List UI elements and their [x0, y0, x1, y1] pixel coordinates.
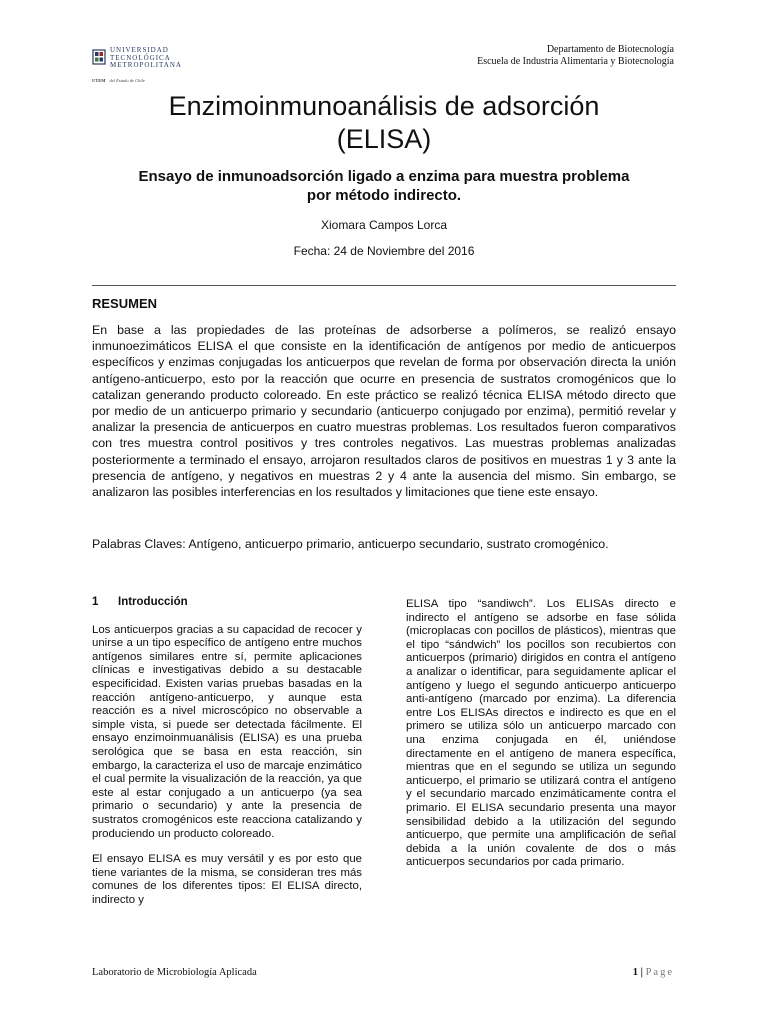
paper-date: Fecha: 24 de Noviembre del 2016	[293, 244, 475, 258]
page-label: Page	[645, 967, 674, 978]
logo-line-3: METROPOLITANA	[110, 61, 182, 69]
column-right	[406, 598, 676, 882]
abstract-heading: RESUMEN	[92, 296, 158, 311]
university-logo	[92, 46, 192, 83]
abstract-text: En base a las propiedades de las proteínas de adsorberse a polímeros, se realizó ensayo inmunoezimáticos ELISA el que consiste en la identificación de antígenos por medio de anticuerpos específicos y enzimas conjugadas los anticuerpos que revelan de forma por observación directa la unión antígeno-anticuerpo, esto por la reacción que ocurre en presencia de sustratos cromogénicos que lo catalizan generando producto coloreado. En este práctico se realizó técnica ELISA método directo que por medio de un anticuerpo primario y secundario (anticuerpo conjugado por enzima), permitió revelar y analizar la presencia de anticuerpos en cuatro muestras problemas. Los resultados fueron comparativos con tres muestra control positivos y tres controles negativos. Las muestras problemas analizadas posteriormente a terminado el ensayo, arrojaron resultados claros de positivos en muestras 1 y 3 ante la presencia de antígeno, y negativos en muestras 2 y 4 ante la ausencia del mismo. Sin embargo, se analizaron las posibles interferencias en los resultados y limitaciones que tiene este ensayo.	[92, 323, 676, 500]
title-line-1: Enzimoinmunoanálisis de adsorción	[168, 91, 600, 121]
footer-lab-name: Laboratorio de Microbiología Aplicada	[92, 967, 257, 978]
paragraph: El ensayo ELISA es muy versátil y es por esto que tiene variantes de la misma, se consideran tres más comunes de los diferentes tipos: El ELISA directo, indirecto y	[92, 853, 362, 906]
paper-subtitle	[92, 167, 676, 205]
title-line-2: (ELISA)	[336, 124, 432, 154]
subtitle-line-2: por método indirecto.	[306, 187, 462, 204]
divider	[92, 285, 676, 286]
footer-page	[633, 967, 674, 978]
keywords: Palabras Claves: Antígeno, anticuerpo primario, anticuerpo secundario, sustrato cromogénico.	[92, 537, 609, 551]
author-name: Xiomara Campos Lorca	[320, 218, 448, 232]
section-heading-introduction	[92, 596, 362, 610]
logo-line-2: TECNOLÓGICA	[110, 53, 171, 62]
subtitle-line-1: Ensayo de inmunoadsorción ligado a enzima para muestra problema	[138, 168, 630, 185]
page-number: 1	[632, 967, 639, 978]
paper-title	[92, 90, 676, 156]
department-name: Departamento de Biotecnología	[546, 44, 674, 55]
section-title: Introducción	[118, 596, 188, 608]
utem-emblem-icon	[92, 49, 106, 67]
page-separator: |	[640, 967, 643, 978]
school-name: Escuela de Industria Alimentaria y Biotecnología	[477, 56, 674, 67]
page-header	[477, 44, 674, 68]
section-number: 1	[92, 596, 99, 608]
column-left	[92, 596, 362, 919]
paragraph: ELISA tipo “sandiwch”. Los ELISAs directo e indirecto el antígeno se adsorbe en fase sólida (microplacas con pocillos de plásticos), mientras que el tipo “sándwich” los pocillos son recubiertos con anticuerpos (primario) dirigidos en contra el antígeno a analizar o identificar, para seguidamente aplicar el antígeno y luego el segundo anticuerpo anticuerpo anti-antígeno (marcado por enzima). La diferencia entre Los ELISAs directos e indirecto es que en el primero se utiliza sólo un anticuerpo marcado con una enzima conjugada en él, uniéndose directamente en el antígeno de manera específica, mientras que en el segundo se utiliza un segundo anticuerpo, el primario se utilizará contra el antígeno y el secundario marcado enzimáticamente contra el primario. El ELISA secundario presenta una mayor sensibilidad debido a la utilización del segundo anticuerpo, que permite una amplificación de señal debida a la unión covalente de dos o más anticuerpos secundarios por cada primario.	[406, 598, 676, 869]
logo-tagline: del Estado de Chile	[109, 78, 145, 83]
logo-abbr: UTEM	[92, 78, 106, 83]
paragraph: Los anticuerpos gracias a su capacidad de recocer y unirse a un tipo específico de antígeno entre muchos antígenos similares entre sí, permite aplicaciones clínicas e investigativas debido a su destacable especificidad. Existen varias pruebas basadas en la reacción antígeno-anticuerpo, y aunque esta reacción es a nivel microscópico no observable a simple vista, si puede ser detectada fácilmente. El ensayo enzimoinmuanálisis (ELISA) es una prueba serológica que se basa en esta reacción, sin embargo, la caracteriza el uso de marcaje enzimático el cual permite la visualización de la reacción, ya que este al estar conjugado a un anticuerpo (ya sea primario o secundario) y ante la presencia de sustratos cromogénicos este reacciona catalizando y produciendo un producto coloreado.	[92, 623, 362, 840]
logo-line-1: UNIVERSIDAD	[110, 46, 169, 54]
